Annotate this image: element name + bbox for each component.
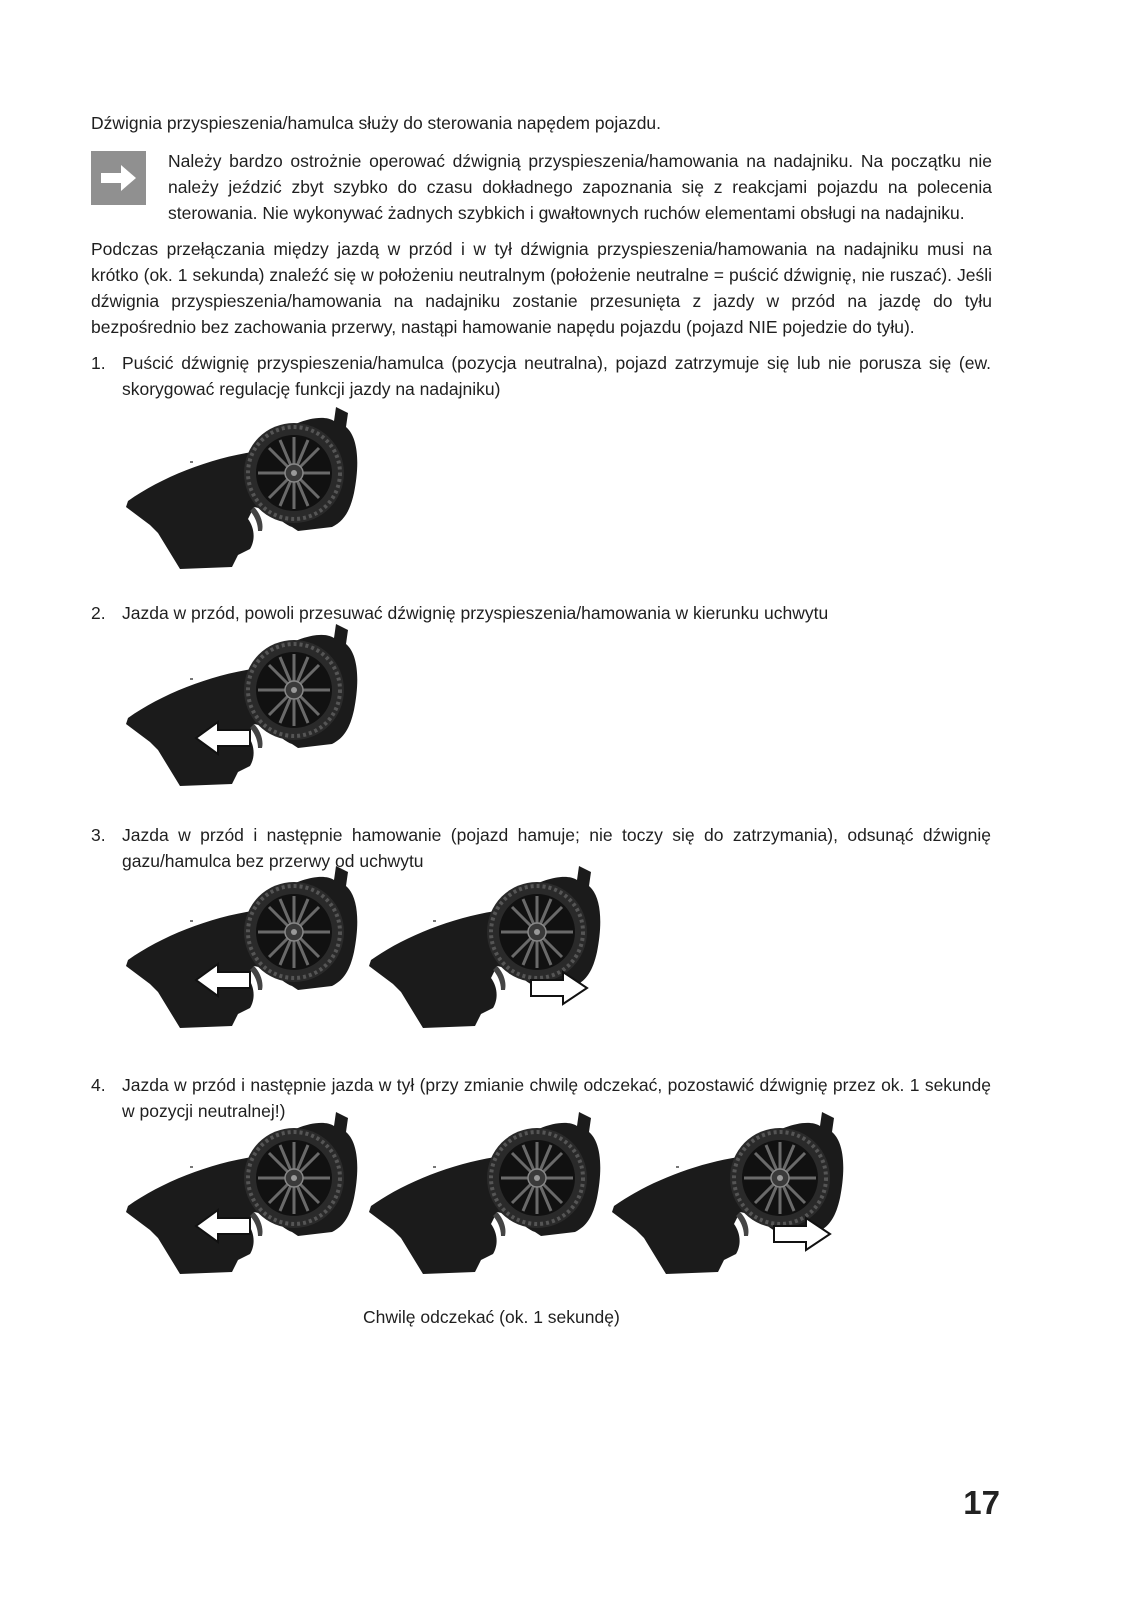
note-text: Należy bardzo ostrożnie operować dźwignią przyspieszenia/hamowania na nadajniku. Na początku nie należy jeździć zbyt szybko do czasu dokładnego zapoznania się z reakcjami pojazdu na polecenia sterowania. Nie wykonywać żadnych szybkich i gwałtownych ruchów elementami obsługi na nadajniku. (168, 151, 992, 223)
step-2-number: 2. (91, 603, 106, 623)
page-number: 17 (963, 1484, 1000, 1521)
caption: Chwilę odczekać (ok. 1 sekundę) (363, 1307, 620, 1327)
step-3-text: Jazda w przód i następnie hamowanie (pojazd hamuje; nie toczy się do zatrzymania), odsunąć dźwignię gazu/hamulca bez przerwy od uchwytu (122, 825, 991, 871)
step-4-number: 4. (91, 1075, 106, 1095)
transmitter-illustration-reverse (608, 1108, 848, 1278)
transmitter-illustration-forward (122, 620, 362, 790)
step-1-number: 1. (91, 353, 106, 373)
transmitter-illustration-neutral-wait (365, 1108, 605, 1278)
transmitter-illustration-forward-2 (122, 862, 362, 1032)
transmitter-illustration-forward-3 (122, 1108, 362, 1278)
step-1-text: Puścić dźwignię przyspieszenia/hamulca (pozycja neutralna), pojazd zatrzymuje się lub nie porusza się (ew. skorygować regulację funkcji jazdy na nadajniku) (122, 353, 991, 399)
transmitter-illustration-brake (365, 862, 605, 1032)
paragraph: Podczas przełączania między jazdą w przód i w tył dźwignia przyspieszenia/hamowania na nadajniku musi na krótko (ok. 1 sekunda) znaleźć się w położeniu neutralnym (położenie neutralne = puścić dźwignię, nie ruszać). Jeśli dźwignia przyspieszenia/hamowania na nadajniku zostanie przesunięta z jazdy w przód na jazdę do tyłu bezpośrednio bez zachowania przerwy, nastąpi hamowanie napędu pojazdu (pojazd NIE pojedzie do tyłu). (91, 239, 992, 337)
step-3-number: 3. (91, 825, 106, 845)
step-4-text: Jazda w przód i następnie jazda w tył (przy zmianie chwilę odczekać, pozostawić dźwignię przez ok. 1 sekundę w pozycji neutralnej!) (122, 1075, 991, 1121)
arrow-right-icon (91, 151, 146, 205)
intro-text: Dźwignia przyspieszenia/hamulca służy do sterowania napędem pojazdu. (91, 113, 662, 133)
transmitter-illustration-neutral (122, 403, 362, 573)
step-2-text: Jazda w przód, powoli przesuwać dźwignię przyspieszenia/hamowania w kierunku uchwytu (122, 603, 829, 623)
